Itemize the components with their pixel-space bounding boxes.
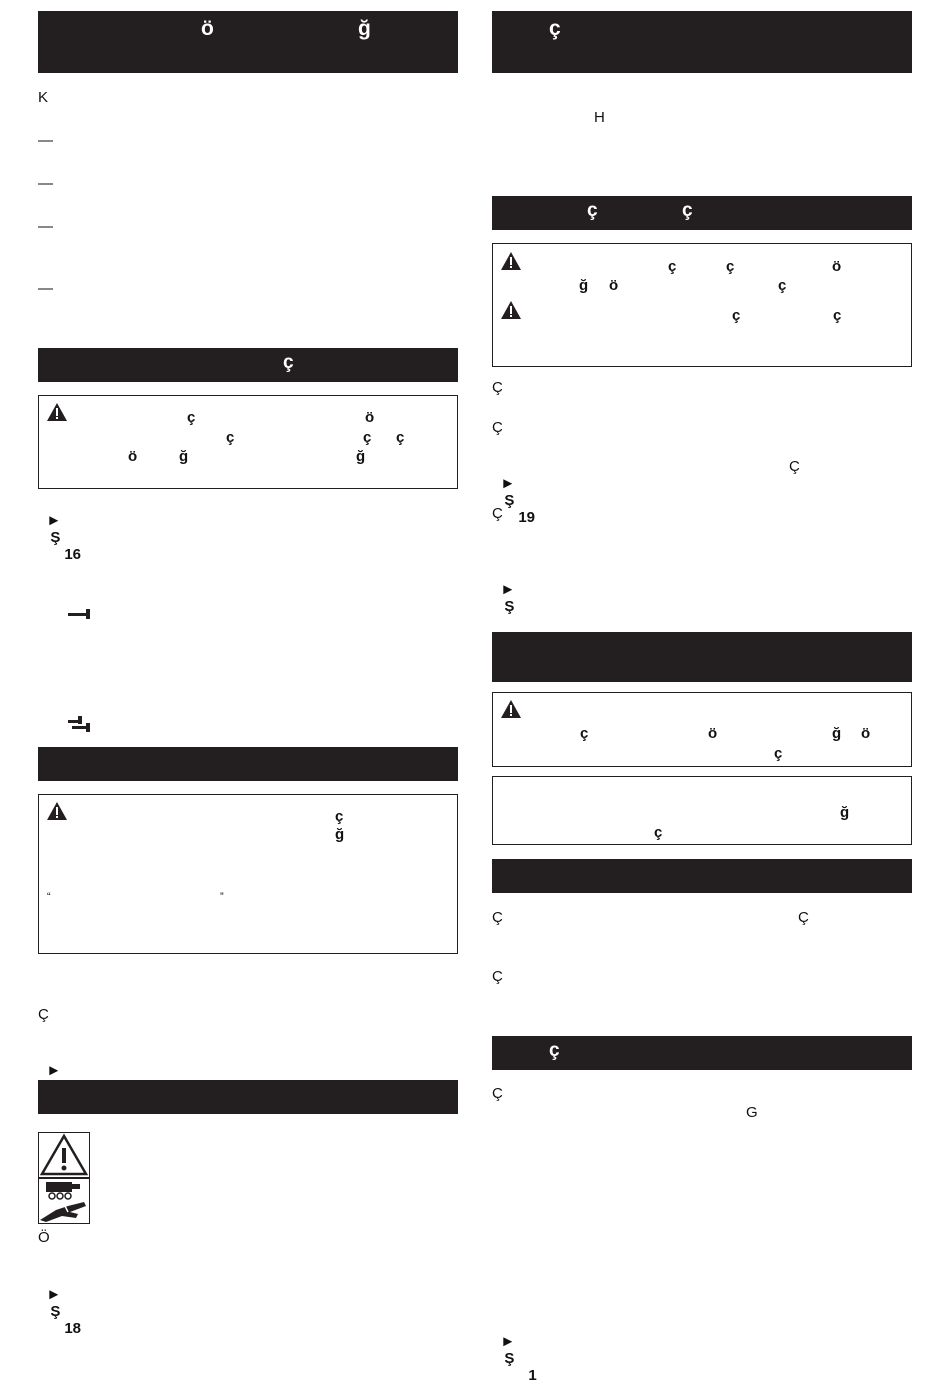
warning-glyph: ç (668, 258, 677, 275)
warning-glyph: ö (861, 725, 871, 742)
warning-glyph: ğ (179, 448, 189, 465)
arrow-icon: ► (500, 1333, 516, 1350)
warning-triangle-icon (46, 801, 68, 821)
heading-glyph: ç (549, 17, 561, 40)
note-glyph: ç (654, 824, 663, 841)
warning-glyph: ö (609, 277, 619, 294)
section-heading-bar (38, 747, 458, 781)
note-box (492, 776, 912, 845)
warning-glyph: ğ (335, 826, 345, 843)
warning-glyph: ç (726, 258, 735, 275)
paragraph-initial: Ç (38, 1006, 49, 1023)
warning-glyph: ğ (579, 277, 589, 294)
hand-injury-icon (38, 1178, 90, 1224)
warning-triangle-icon (500, 699, 522, 719)
warning-glyph: ç (833, 307, 842, 324)
warning-glyph: ç (363, 429, 372, 446)
warning-box (38, 794, 458, 954)
warning-glyph: ç (187, 409, 196, 426)
lock-symbol-icon (68, 608, 92, 620)
warning-glyph: ğ (832, 725, 842, 742)
warning-glyph: ö (128, 448, 138, 465)
list-dash: — (38, 175, 53, 192)
figure-reference: ► Ş 1 (500, 1333, 537, 1384)
warning-glyph: ç (226, 429, 235, 446)
note-glyph: ğ (840, 804, 850, 821)
figure-reference: ► Ş (500, 581, 516, 615)
warning-triangle-icon (38, 1132, 90, 1178)
heading-glyph: ç (682, 200, 693, 221)
close-quote: ” (220, 891, 224, 903)
warning-triangle-icon (500, 251, 522, 271)
warning-glyph: ç (778, 277, 787, 294)
heading-glyph: ç (283, 352, 294, 373)
paragraph-initial: Ç (789, 458, 800, 475)
heading-glyph: ç (549, 1040, 560, 1061)
figure-reference: ► Ş 18 (46, 1286, 82, 1337)
warning-glyph: ö (832, 258, 842, 275)
paragraph-initial: Ç (492, 1085, 503, 1102)
paragraph-initial: Ç (798, 909, 809, 926)
paragraph-initial: Ç (492, 505, 503, 522)
warning-triangle-icon (46, 402, 68, 422)
warning-box (492, 692, 912, 767)
arrow-icon: ► (500, 581, 516, 598)
paragraph-initial: H (594, 109, 605, 126)
heading-glyph: ç (587, 200, 598, 221)
safety-pictogram (38, 1132, 90, 1224)
section-heading-bar (38, 348, 458, 382)
paragraph-initial: Ç (492, 909, 503, 926)
section-heading-bar (492, 632, 912, 682)
warning-glyph: ç (774, 745, 783, 762)
warning-glyph: ç (335, 808, 344, 825)
paragraph-initial: Ç (492, 379, 503, 396)
arrow-icon: ► (46, 1062, 62, 1079)
heading-glyph: ğ (358, 17, 371, 40)
arrow-icon: ► (46, 1286, 62, 1303)
unlock-symbol-icon (68, 716, 92, 732)
figure-reference: ► Ş 19 (500, 475, 536, 526)
warning-glyph: ö (708, 725, 718, 742)
warning-box (492, 243, 912, 367)
open-quote: “ (47, 891, 51, 903)
warning-glyph: ö (365, 409, 375, 426)
list-dash: — (38, 280, 53, 297)
paragraph-initial: Ç (492, 419, 503, 436)
paragraph-initial: G (746, 1104, 758, 1121)
section-heading-bar (492, 11, 912, 73)
warning-triangle-icon (500, 300, 522, 320)
warning-glyph: ç (732, 307, 741, 324)
warning-glyph: ç (396, 429, 405, 446)
list-dash: — (38, 218, 53, 235)
intro-letter: K (38, 89, 49, 106)
warning-glyph: ğ (356, 448, 366, 465)
section-heading-bar (492, 859, 912, 893)
section-heading-bar (492, 196, 912, 230)
warning-glyph: ç (580, 725, 589, 742)
arrow-icon: ► (46, 512, 62, 529)
section-heading-bar (38, 1080, 458, 1114)
paragraph-initial: Ç (492, 968, 503, 985)
figure-reference: ► Ş 16 (46, 512, 82, 563)
arrow-icon: ► (500, 475, 516, 492)
warning-box (38, 395, 458, 489)
section-heading-bar (38, 11, 458, 73)
section-heading-bar (492, 1036, 912, 1070)
paragraph-initial: Ö (38, 1229, 50, 1246)
list-dash: — (38, 132, 53, 149)
heading-glyph: ö (201, 17, 214, 40)
